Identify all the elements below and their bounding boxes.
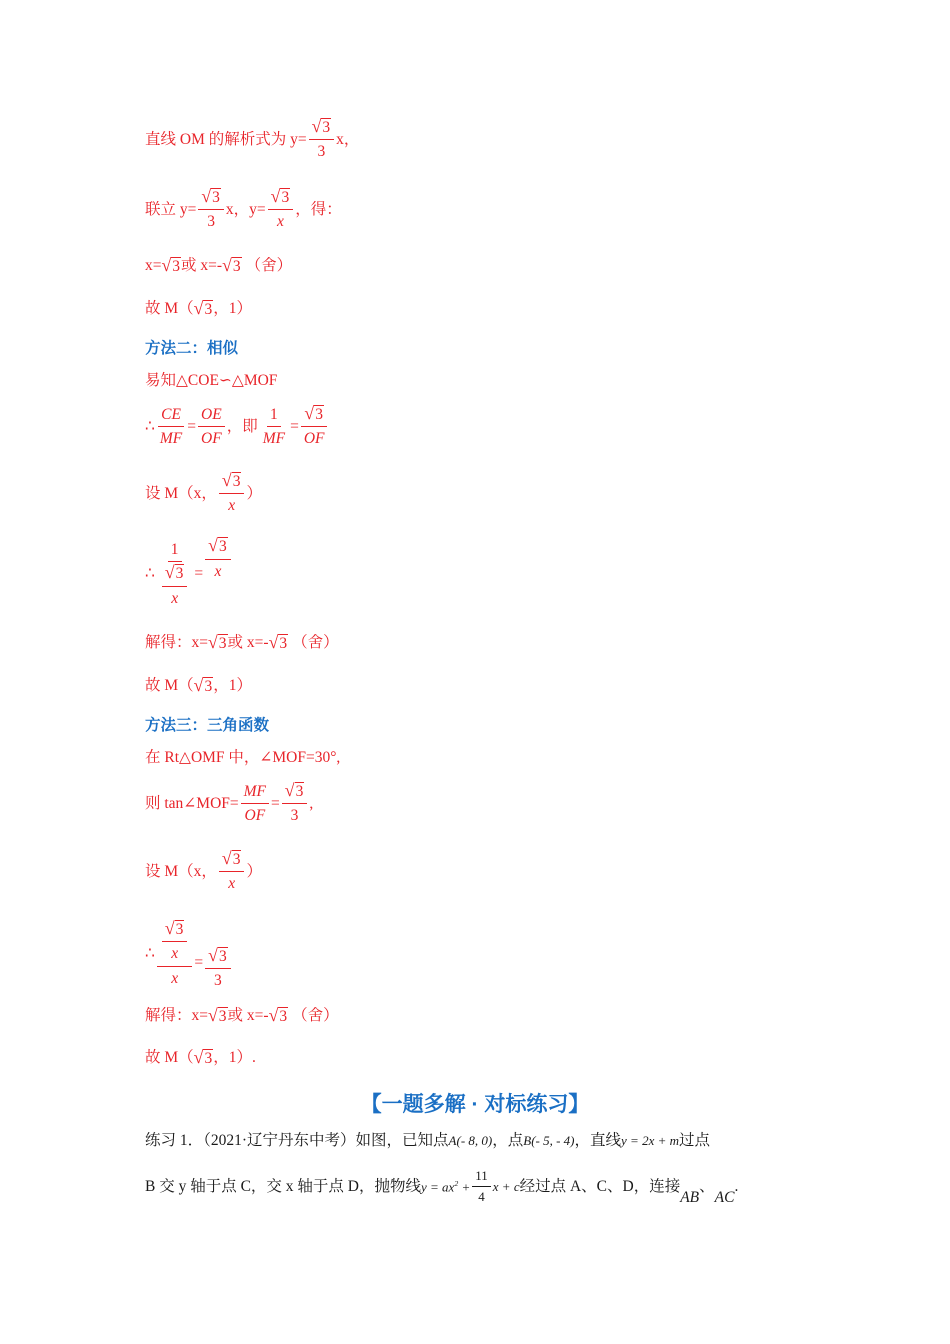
sqrt-3: √ 3 bbox=[193, 675, 213, 695]
numerator: 11 bbox=[472, 1168, 491, 1187]
radicand: 3 bbox=[218, 538, 227, 556]
text: （舍） bbox=[292, 634, 339, 652]
text: x，y= bbox=[225, 201, 266, 219]
therefore-symbol: ∴ bbox=[145, 565, 155, 583]
therefore-symbol: ∴ bbox=[145, 418, 155, 436]
equals: = bbox=[194, 954, 204, 972]
line-complex-tangent bbox=[145, 917, 233, 991]
sqrt-3: √ 3 bbox=[193, 1047, 213, 1067]
denominator: 3 bbox=[207, 213, 216, 231]
denominator: x bbox=[214, 562, 222, 580]
text: 或 x=- bbox=[227, 634, 269, 652]
line-equation: y = 2x + m bbox=[621, 1133, 680, 1149]
radicand: 3 bbox=[218, 635, 227, 652]
text: 或 x=- bbox=[227, 1007, 269, 1025]
fraction-sqrt3-over-x: √ 3 x bbox=[219, 850, 245, 894]
inner-fraction: √ 3 x bbox=[162, 564, 188, 608]
line-tangent bbox=[145, 782, 313, 826]
text: ，1） bbox=[213, 300, 252, 318]
text: 设 M（x， bbox=[145, 485, 217, 503]
text: 则 tan∠MOF= bbox=[145, 795, 239, 813]
sqrt-3: √ 3 bbox=[161, 255, 181, 275]
radicand: 3 bbox=[279, 1008, 288, 1025]
radicand: 3 bbox=[232, 851, 241, 868]
text: 经过点 A、C、D，连接 bbox=[519, 1178, 681, 1195]
denominator: OF bbox=[201, 430, 222, 448]
fraction-sqrt3x-over-x bbox=[157, 917, 193, 988]
point-b: B(- 5, - 4) bbox=[523, 1133, 575, 1149]
radicand: 3 bbox=[218, 948, 227, 965]
line-complex-ratio bbox=[145, 535, 233, 608]
fraction-sqrt3-over-3: √ 3 3 bbox=[282, 782, 308, 826]
radicand: 3 bbox=[279, 635, 288, 652]
text: 或 x=- bbox=[181, 257, 223, 275]
text: ，即 bbox=[226, 418, 258, 436]
denominator: x bbox=[171, 945, 179, 963]
denominator: x bbox=[171, 969, 179, 987]
text: ，1）. bbox=[213, 1049, 256, 1067]
text: 在 Rt△OMF 中，∠MOF=30°, bbox=[145, 749, 341, 766]
sqrt-3: √ 3 bbox=[268, 1005, 288, 1025]
denominator: x bbox=[228, 497, 236, 515]
therefore-symbol: ∴ bbox=[145, 945, 155, 963]
denominator: MF bbox=[159, 430, 183, 448]
text: 方法二：相似 bbox=[145, 340, 239, 357]
equals: = bbox=[271, 795, 280, 813]
denominator: OF bbox=[303, 430, 325, 448]
line-point-m-final bbox=[145, 1049, 256, 1067]
fraction-1-over-sqrt3-over-x bbox=[157, 540, 193, 608]
method-three-heading bbox=[145, 718, 269, 734]
line-solution-x bbox=[145, 257, 292, 275]
text: 故 M（ bbox=[145, 1049, 194, 1067]
sqrt-3: √ 3 bbox=[193, 298, 213, 318]
text: x= bbox=[145, 257, 162, 275]
text: 易知△COE∽△MOF bbox=[145, 372, 278, 389]
text: ，得： bbox=[295, 201, 342, 219]
numerator: CE bbox=[158, 405, 184, 427]
fraction-sqrt3-over-x: √ 3 x bbox=[268, 188, 294, 232]
denominator: MF bbox=[262, 430, 286, 448]
sqrt-3: √ 3 bbox=[268, 632, 288, 652]
radicand: 3 bbox=[204, 678, 213, 695]
sqrt-3: √ 3 bbox=[222, 255, 241, 275]
text: x， bbox=[336, 131, 360, 149]
fraction-sqrt3-over-3: √ 3 3 bbox=[309, 118, 335, 162]
radicand: 3 bbox=[204, 1050, 213, 1067]
text: 解得：x= bbox=[145, 1007, 208, 1025]
fraction-mf-over-of bbox=[241, 782, 269, 826]
radicand: 3 bbox=[175, 920, 184, 938]
text: 故 M（ bbox=[145, 300, 194, 318]
equals: = bbox=[290, 418, 299, 436]
text: 联立 y= bbox=[145, 201, 197, 219]
fraction-sqrt3-over-of: √ 3 OF bbox=[301, 405, 328, 449]
text: 方法三：三角函数 bbox=[145, 717, 270, 734]
exercise-line-1 bbox=[145, 1133, 710, 1149]
parabola-equation bbox=[421, 1180, 470, 1193]
fraction-ce-over-mf bbox=[157, 405, 185, 449]
line-point-m bbox=[145, 300, 252, 318]
line-solve-result bbox=[145, 1007, 339, 1025]
numerator: 1 bbox=[267, 405, 281, 427]
method-two-heading bbox=[145, 341, 238, 357]
exercise-line-2 bbox=[145, 1168, 738, 1206]
line-simultaneous bbox=[145, 188, 342, 232]
text: （舍） bbox=[292, 1007, 339, 1025]
text: 过点 bbox=[679, 1132, 711, 1149]
radicand: 3 bbox=[172, 258, 181, 275]
section-title: 【一题多解 · 对标练习】 bbox=[360, 1093, 590, 1116]
point-a: A(- 8, 0) bbox=[448, 1133, 493, 1149]
radicand: 3 bbox=[295, 783, 304, 800]
text: ） bbox=[246, 485, 262, 503]
fraction-sqrt3-over-x: √ 3 x bbox=[219, 472, 245, 516]
sqrt-3: √ 3 bbox=[208, 632, 227, 652]
text: B 交 y 轴于点 C，交 x 轴于点 D，抛物线 bbox=[145, 1178, 421, 1195]
text: （舍） bbox=[245, 257, 293, 275]
fraction-sqrt3-over-x: √ 3 x bbox=[205, 537, 231, 581]
line-point-m bbox=[145, 677, 252, 695]
denominator: 4 bbox=[478, 1189, 485, 1205]
radicand: 3 bbox=[212, 189, 220, 206]
line-set-m bbox=[145, 850, 262, 894]
denominator: 3 bbox=[317, 143, 326, 161]
exponent: 2 bbox=[454, 1179, 459, 1189]
fraction-11-over-4 bbox=[472, 1168, 491, 1206]
equals: = bbox=[187, 418, 197, 436]
inner-fraction: √ 3 x bbox=[162, 920, 188, 964]
text: 直线 OM 的解析式为 y= bbox=[145, 131, 307, 149]
text: y = ax bbox=[421, 1179, 455, 1195]
numerator: MF bbox=[241, 782, 269, 804]
text: 解得：x= bbox=[145, 634, 208, 652]
text: ，直线 bbox=[574, 1132, 622, 1149]
sqrt-3: √ 3 bbox=[208, 1005, 227, 1025]
text: 练习 1．（2021·辽宁丹东中考）如图，已知点 bbox=[145, 1132, 449, 1149]
text: 故 M（ bbox=[145, 677, 194, 695]
text: x + c bbox=[492, 1179, 520, 1195]
radicand: 3 bbox=[232, 258, 241, 275]
radicand: 3 bbox=[204, 301, 213, 318]
text: ，1） bbox=[213, 677, 252, 695]
fraction-1-over-mf bbox=[260, 405, 288, 449]
text: ，点 bbox=[492, 1132, 524, 1149]
denominator: x bbox=[228, 875, 236, 893]
radicand: 3 bbox=[281, 189, 290, 206]
line-solve-result bbox=[145, 634, 339, 652]
denominator: OF bbox=[244, 807, 266, 825]
radicand: 3 bbox=[315, 406, 323, 423]
radicand: 3 bbox=[175, 565, 184, 583]
text: ） bbox=[246, 863, 262, 881]
text: . bbox=[734, 1178, 739, 1195]
separator: 、 bbox=[699, 1178, 715, 1195]
fraction-sqrt3-over-3: √ 3 3 bbox=[198, 188, 224, 232]
text: , bbox=[309, 795, 314, 813]
radicand: 3 bbox=[218, 1008, 227, 1025]
line-similar-triangles bbox=[145, 373, 277, 389]
line-set-m bbox=[145, 472, 262, 516]
segment-ab: AB bbox=[680, 1189, 700, 1206]
denominator: 3 bbox=[214, 972, 222, 990]
text: 设 M（x， bbox=[145, 863, 217, 881]
denominator: x bbox=[276, 213, 284, 231]
numerator: 1 bbox=[168, 540, 182, 562]
radicand: 3 bbox=[322, 119, 331, 136]
equals: = bbox=[194, 565, 204, 583]
radicand: 3 bbox=[232, 473, 241, 490]
fraction-oe-over-of bbox=[198, 405, 225, 449]
segment-ac: AC bbox=[714, 1189, 735, 1206]
text: + bbox=[458, 1179, 471, 1195]
line-ratio bbox=[145, 405, 330, 449]
denominator: 3 bbox=[290, 807, 299, 825]
fraction-sqrt3-over-3: √ 3 3 bbox=[205, 947, 231, 991]
line-om-equation bbox=[145, 118, 359, 162]
numerator: OE bbox=[198, 405, 225, 427]
denominator: x bbox=[171, 589, 179, 607]
line-right-triangle bbox=[145, 750, 340, 766]
